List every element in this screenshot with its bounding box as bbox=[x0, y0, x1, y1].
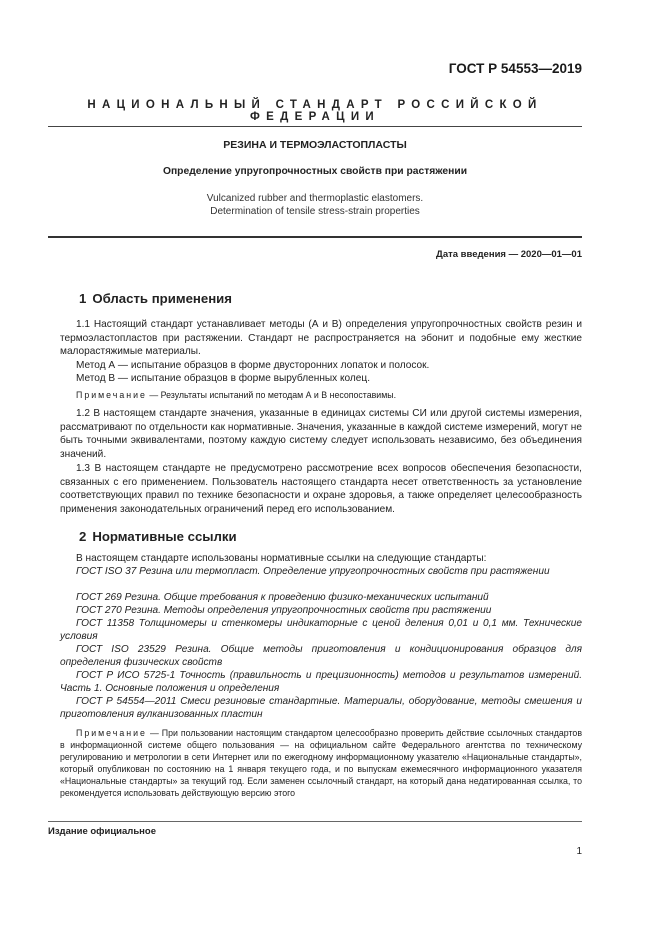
section-2-heading bbox=[79, 529, 237, 544]
reference-item: ГОСТ 11358 Толщиномеры и стенкомеры индикаторные с ценой деления 0,01 и 0,1 мм. Технические условия bbox=[60, 618, 582, 642]
note-text: — Результаты испытаний по методам А и В несопоставимы. bbox=[146, 390, 397, 400]
section-2-title: Нормативные ссылки bbox=[92, 529, 237, 544]
reference-item: ГОСТ 270 Резина. Методы определения упругопрочностных свойств при растяжении bbox=[76, 605, 492, 616]
section-1-number: 1 bbox=[79, 291, 87, 306]
note-label: Примечание bbox=[76, 728, 147, 738]
section-1-note bbox=[60, 389, 582, 401]
document-title: РЕЗИНА И ТЕРМОЭЛАСТОПЛАСТЫ bbox=[223, 139, 407, 151]
note-label: Примечание bbox=[76, 390, 147, 400]
english-title bbox=[48, 193, 582, 218]
document-subtitle: Определение упругопрочностных свойств при растяжении bbox=[162, 166, 468, 177]
english-title-line-2: Determination of tensile stress-strain properties bbox=[210, 205, 420, 217]
reference-item: ГОСТ ISO 37 Резина или термопласт. Определение упругопрочностных свойств при растяжении bbox=[76, 566, 550, 577]
standard-number: ГОСТ Р 54553—2019 bbox=[448, 61, 582, 76]
reference-item: ГОСТ 269 Резина. Общие требования к проведению физико-механических испытаний bbox=[76, 592, 489, 603]
official-edition-label: Издание официальное bbox=[48, 826, 156, 837]
page-number: 1 bbox=[576, 846, 582, 857]
section-1-title: Область применения bbox=[92, 291, 232, 306]
references-intro: В настоящем стандарте использованы нормативные ссылки на следующие стандарты: bbox=[76, 553, 487, 564]
header-divider bbox=[48, 126, 582, 127]
english-title-line-1: Vulcanized rubber and thermoplastic elastomers. bbox=[206, 193, 424, 204]
national-standard-heading: НАЦИОНАЛЬНЫЙ СТАНДАРТ РОССИЙСКОЙ ФЕДЕРАЦИИ bbox=[87, 99, 543, 123]
method-b: Метод В — испытание образцов в форме вырубленных колец. bbox=[76, 373, 371, 384]
title-divider bbox=[48, 236, 582, 238]
reference-item: ГОСТ Р ИСО 5725-1 Точность (правильность и прецизионность) методов и результатов измерений. Часть 1. Основные положения и определения bbox=[60, 670, 582, 694]
clause-1-3: 1.3 В настоящем стандарте не предусмотрено рассмотрение всех вопросов обеспечения безопасности, связанных с его применением. Пользователь настоящего стандарта несет ответственность за установление соответствующих правил по технике безопасности и охране здоровья, а также определяет целесообразность применения законодательных ограничений перед его использованием. bbox=[60, 463, 582, 515]
section-2-number: 2 bbox=[79, 529, 87, 544]
section-2-note bbox=[60, 727, 582, 799]
section-1-heading bbox=[79, 291, 232, 306]
introduction-date: Дата введения — 2020—01—01 bbox=[436, 249, 582, 260]
footer-divider bbox=[48, 821, 582, 822]
method-a: Метод А — испытание образцов в форме двусторонних лопаток и полосок. bbox=[76, 360, 430, 371]
reference-item: ГОСТ Р 54554—2011 Смеси резиновые стандартные. Материалы, оборудование, методы смешения и приготовления вулканизованных пластин bbox=[60, 696, 582, 720]
clause-1-1: 1.1 Настоящий стандарт устанавливает методы (А и В) определения упругопрочностных свойств резин и термоэластопластов при растяжении. Стандарт не распространяется на эбонит и подобные ему жесткие малорастяжимые материалы. bbox=[60, 319, 582, 358]
clause-1-2: 1.2 В настоящем стандарте значения, указанные в единицах системы СИ или другой системы измерения, рассматривают по отдельности как нормативные. Значения, указанные в каждой системе измерений, могут не быть точными эквивалентами, поэтому каждую систему следует использовать независимо, без объединения значений. bbox=[60, 408, 582, 460]
reference-item: ГОСТ ISO 23529 Резина. Общие методы приготовления и кондиционирования образцов для определения физических свойств bbox=[60, 644, 582, 668]
note-text: — При пользовании настоящим стандартом целесообразно проверить действие ссылочных стандартов в информационной системе общего пользования — на официальном сайте Федерального агентства по техническому регулированию и метрологии в сети Интернет или по ежегодному информационному указателю «Национальные стандарты», который опубликован по состоянию на 1 января текущего года, и по выпускам ежемесячного информационного указателя «Национальные стандарты» за текущий год. Если заменен ссылочный стандарт, на который дана недатированная ссылка, то рекомендуется использовать действующую версию этого bbox=[60, 728, 582, 798]
